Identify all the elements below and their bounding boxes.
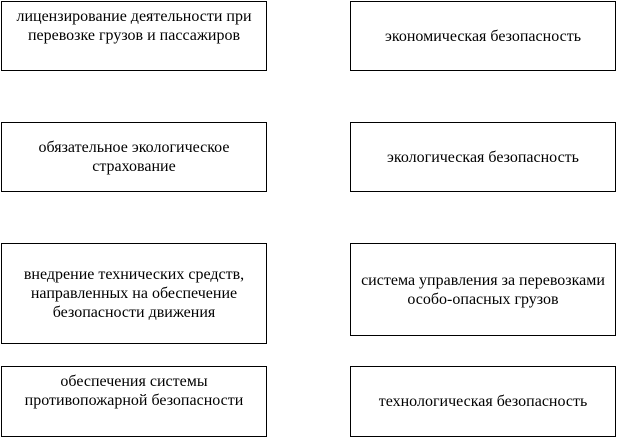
measure-box-label: обязательное экологическое страхование (38, 139, 230, 175)
measure-box-label: лицензирование деятельности при перевозке грузов и пассажиров (16, 8, 252, 44)
category-box-label: технологическая безопасность (378, 393, 588, 410)
measure-box-label: внедрение технических средств, направленных на обеспечение безопасности движения (23, 266, 245, 321)
measure-box-ecological-insurance (1, 122, 267, 192)
category-box-technological-security (350, 366, 616, 437)
category-box-label: экологическая безопасность (387, 148, 579, 166)
category-box-hazardous-cargo-management (350, 243, 616, 336)
measure-box-technical-means (1, 243, 267, 344)
measure-box-licensing (1, 1, 267, 71)
measure-box-label: обеспечения системы противопожарной безопасности (24, 373, 244, 409)
category-box-economic-security (350, 1, 616, 71)
category-box-label: система управления за перевозками особо-опасных грузов (361, 271, 605, 308)
measure-box-fire-safety (1, 366, 267, 437)
category-box-ecological-security (350, 122, 616, 192)
category-box-label: экономическая безопасность (385, 27, 581, 45)
